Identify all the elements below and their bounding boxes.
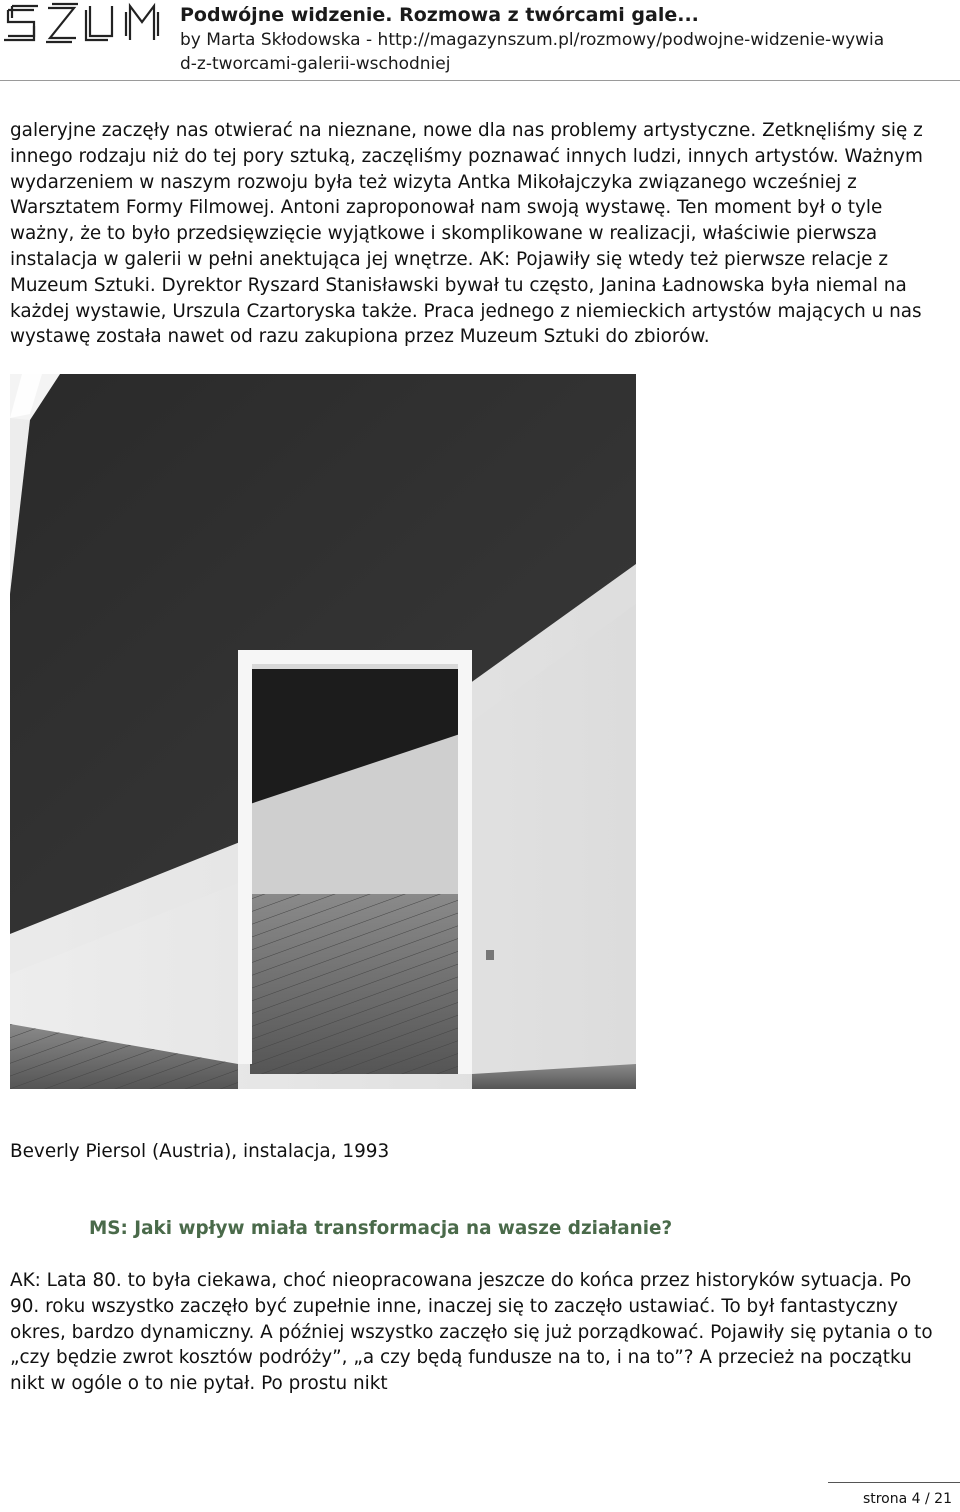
body-paragraph-1: galeryjne zaczęły nas otwierać na nieznane, nowe dla nas problemy artystyczne. Zetknęliśmy się z innego rodzaju niż do tej pory sztuką, zaczęliśmy poznawać innych ludzi, innych artystów. Ważnym wydarzeniem w naszym rozwoju była też wizyta Antka Mikołajczyka związanego wcześniej z Warsztatem Formy Filmowej. Antoni zaproponował nam swoją wystawę. Ten moment był o tyle ważny, że to było przedsięwzięcie wyjątkowe i skomplikowane w realizacji, właściwie pierwsza instalacja w galerii w pełni anektująca jej wnętrze. AK: Pojawiły się wtedy też pierwsze relacje z Muzeum Sztuki. Dyrektor Ryszard Stanisławski bywał tu często, Janina Ładnowska była niemal na każdej wystawie, Urszula Czartoryska także. Praca jednego z niemieckich artystów mających u nas wystawę została nawet od razu zakupiona przez Muzeum Sztuki do zbiorów.	[10, 120, 923, 348]
photo-caption: Beverly Piersol (Austria), instalacja, 1993	[10, 1141, 390, 1162]
footer-divider	[828, 1482, 960, 1483]
page-number: strona 4 / 21	[862, 1491, 952, 1507]
article-byline-line-2: d-z-tworcami-galerii-wschodniej	[180, 54, 451, 74]
szum-logo	[4, 2, 164, 44]
interview-question: MS: Jaki wpływ miała transformacja na wasze działanie?	[89, 1218, 673, 1239]
article-byline-line-1: by Marta Skłodowska - http://magazynszum.pl/rozmowy/podwojne-widzenie-wywia	[180, 30, 885, 50]
header-divider	[0, 80, 960, 81]
page-header	[0, 0, 960, 80]
body-paragraph-2: AK: Lata 80. to była ciekawa, choć nieopracowana jeszcze do końca przez historyków sytuacja. Po 90. roku wszystko zaczęło być zupełnie inne, inaczej się to zaczęło ustawiać. To był fantastyczny okres, bardzo dynamiczny. A później wszystko zaczęło się już porządkować. Pojawiły się pytania o to „czy będzie zwrot kosztów podróży”, „a czy będą fundusze na to, i na to”? A przecież na początku nikt w ogóle o to nie pytał. Po prostu nikt	[10, 1270, 933, 1395]
installation-photo	[10, 374, 636, 1089]
page-title: Podwójne widzenie. Rozmowa z twórcami gale...	[180, 4, 699, 26]
